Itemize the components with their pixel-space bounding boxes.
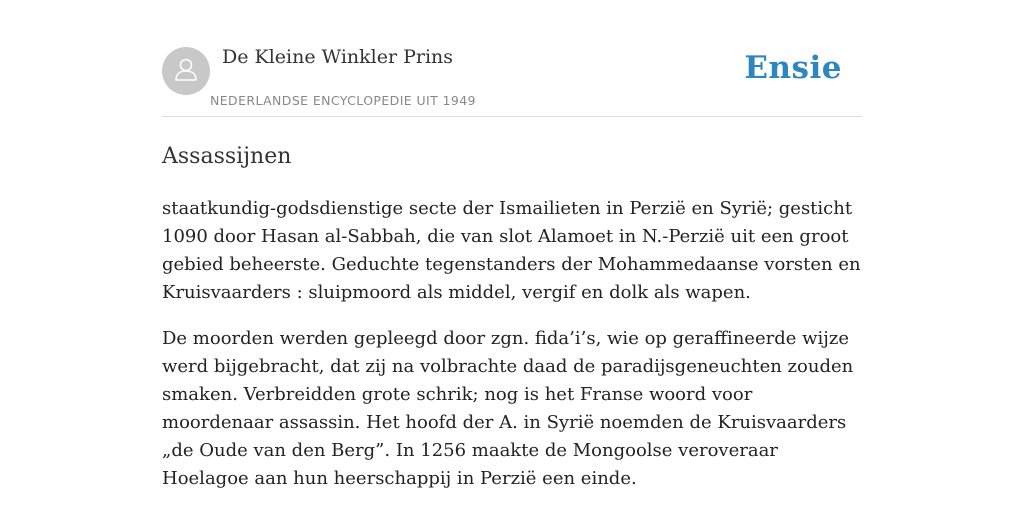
user-icon [172,55,200,87]
source-title[interactable]: De Kleine Winkler Prins [222,46,454,68]
header [162,0,862,117]
page [162,0,862,493]
article-title: Assassijnen [162,144,292,169]
ensie-logo[interactable]: Ensie [744,50,842,86]
article-paragraph: De moorden werden gepleegd door zgn. fida’i’s, wie op geraffineerde wijze werd bijgebracht, dat zij na volbrachte daad de paradijsgeneuchten zouden smaken. Verbreidden grote schrik; nog is het Franse woord voor moordenaar assassin. Het hoofd der A. in Syrië noemden de Kruisvaarders „de Oude van den Berg”. In 1256 maakte de Mongoolse veroveraar Hoelagoe aan hun heerschappij in Perzië een einde. [162,328,854,489]
avatar[interactable] [162,47,210,95]
source-subtitle: NEDERLANDSE ENCYCLOPEDIE UIT 1949 [210,93,476,108]
article-paragraph: staatkundig-godsdienstige secte der Ismailieten in Perzië en Syrië; gesticht 1090 door Hasan al-Sabbah, die van slot Alamoet in N.-Perzië uit een groot gebied beheerste. Geduchte tegenstanders der Mohammedaanse vorsten en Kruisvaarders : sluipmoord als middel, vergif en dolk als wapen. [162,198,861,303]
